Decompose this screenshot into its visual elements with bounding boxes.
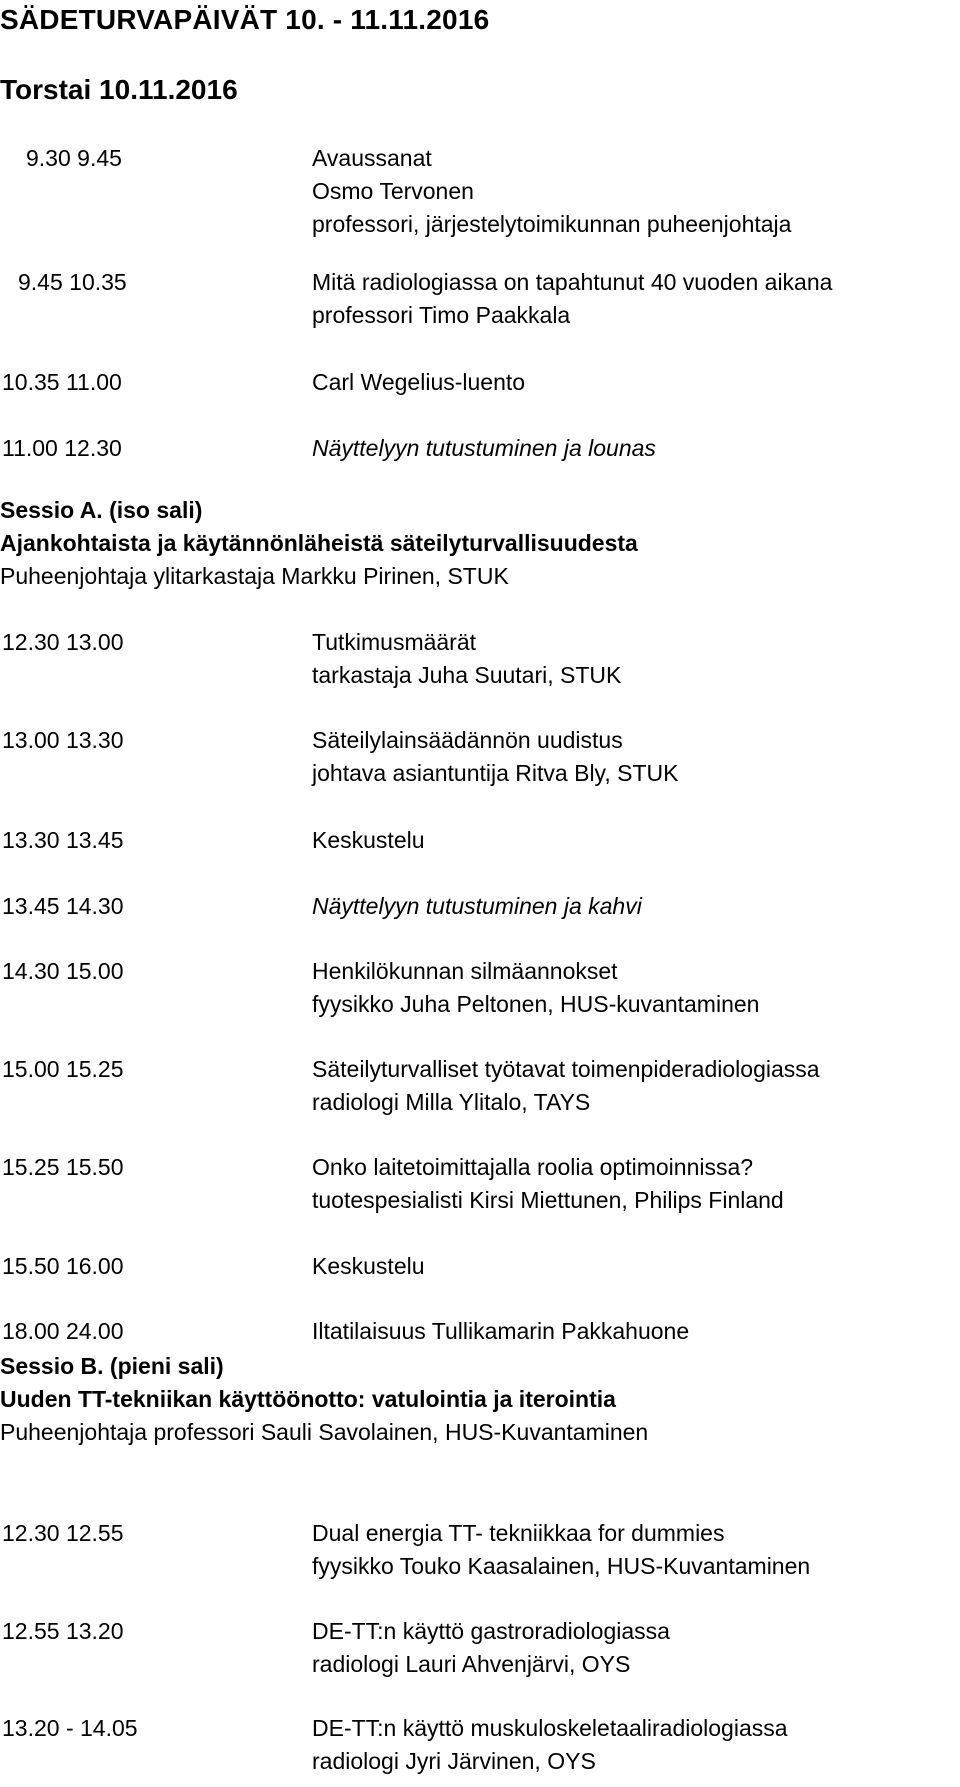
time-slot: 13.20 - 14.05 [2, 1715, 138, 1741]
session-a-header [0, 494, 638, 593]
time-slot: 13.45 14.30 [2, 893, 124, 919]
time-slot: 15.25 15.50 [2, 1154, 124, 1180]
time-slot: 13.30 13.45 [2, 827, 124, 853]
program-title: DE-TT:n käyttö gastroradiologiassa [312, 1618, 670, 1644]
time-slot: 13.00 13.30 [2, 727, 124, 753]
program-content [312, 626, 621, 692]
session-a-heading: Sessio A. (iso sali) [0, 497, 203, 523]
program-title: Henkilökunnan silmäannokset [312, 958, 618, 984]
time-slot: 9.30 9.45 [26, 145, 122, 171]
program-speaker: fyysikko Touko Kaasalainen, HUS-Kuvantaminen [312, 1553, 811, 1579]
session-b-chair: Puheenjohtaja professori Sauli Savolainen, HUS-Kuvantaminen [0, 1419, 649, 1445]
program-title: Avaussanat [312, 145, 432, 171]
program-content [312, 1615, 670, 1681]
time-slot: 15.00 15.25 [2, 1056, 124, 1082]
program-speaker: Osmo Tervonen [312, 178, 474, 204]
program-content [312, 266, 832, 332]
program-speaker: professori Timo Paakkala [312, 302, 571, 328]
program-content [312, 1315, 689, 1348]
time-slot: 11.00 12.30 [2, 435, 122, 461]
time-slot: 9.45 10.35 [18, 269, 127, 295]
program-title: Säteilyturvalliset työtavat toimenpideradiologiassa [312, 1056, 820, 1082]
program-speaker: fyysikko Juha Peltonen, HUS-kuvantaminen [312, 991, 760, 1017]
program-speaker: radiologi Milla Ylitalo, TAYS [312, 1089, 591, 1115]
session-a-subtitle: Ajankohtaista ja käytännönläheistä säteilyturvallisuudesta [0, 530, 638, 556]
program-title: Dual energia TT- tekniikkaa for dummies [312, 1520, 725, 1546]
program-content [312, 142, 791, 241]
program-speaker: professori, järjestelytoimikunnan puheenjohtaja [312, 211, 792, 237]
program-speaker: radiologi Lauri Ahvenjärvi, OYS [312, 1651, 631, 1677]
program-content [312, 1250, 425, 1283]
time-slot: 12.30 12.55 [2, 1520, 124, 1546]
session-a-chair: Puheenjohtaja ylitarkastaja Markku Pirinen, STUK [0, 563, 509, 589]
document-title: SÄDETURVAPÄIVÄT 10. - 11.11.2016 [0, 4, 490, 35]
program-title: Onko laitetoimittajalla roolia optimoinnissa? [312, 1154, 754, 1180]
time-slot: 12.30 13.00 [2, 629, 124, 655]
program-title: Carl Wegelius-luento [312, 369, 526, 395]
program-title: Keskustelu [312, 827, 425, 853]
program-title: Tutkimusmäärät [312, 629, 477, 655]
session-b-heading: Sessio B. (pieni sali) [0, 1353, 224, 1379]
session-b-subtitle: Uuden TT-tekniikan käyttöönotto: vatulointia ja iterointia [0, 1386, 616, 1412]
time-slot: 15.50 16.00 [2, 1253, 124, 1279]
program-title: Keskustelu [312, 1253, 425, 1279]
program-content [312, 366, 525, 399]
program-content [312, 824, 425, 857]
program-speaker: tarkastaja Juha Suutari, STUK [312, 662, 622, 688]
program-content [312, 724, 678, 790]
program-title: Näyttelyyn tutustuminen ja lounas [312, 435, 656, 461]
day-title: Torstai 10.11.2016 [0, 74, 238, 105]
program-title: Iltatilaisuus Tullikamarin Pakkahuone [312, 1318, 690, 1344]
program-title: Mitä radiologiassa on tapahtunut 40 vuoden aikana [312, 269, 833, 295]
program-content [312, 1517, 810, 1583]
program-content [312, 890, 642, 923]
program-title: DE-TT:n käyttö muskuloskeletaaliradiologiassa [312, 1715, 788, 1741]
time-slot: 18.00 24.00 [2, 1318, 124, 1344]
program-title: Näyttelyyn tutustuminen ja kahvi [312, 893, 642, 919]
time-slot: 10.35 11.00 [2, 369, 122, 395]
program-speaker: johtava asiantuntija Ritva Bly, STUK [312, 760, 679, 786]
program-content [312, 432, 656, 465]
time-slot: 14.30 15.00 [2, 958, 124, 984]
program-content [312, 1712, 788, 1778]
program-speaker: radiologi Jyri Järvinen, OYS [312, 1748, 596, 1774]
session-b-header [0, 1350, 648, 1449]
program-title: Säteilylainsäädännön uudistus [312, 727, 623, 753]
time-slot: 12.55 13.20 [2, 1618, 124, 1644]
program-content [312, 1053, 820, 1119]
program-speaker: tuotespesialisti Kirsi Miettunen, Philips Finland [312, 1187, 784, 1213]
program-content [312, 1151, 784, 1217]
program-content [312, 955, 759, 1021]
